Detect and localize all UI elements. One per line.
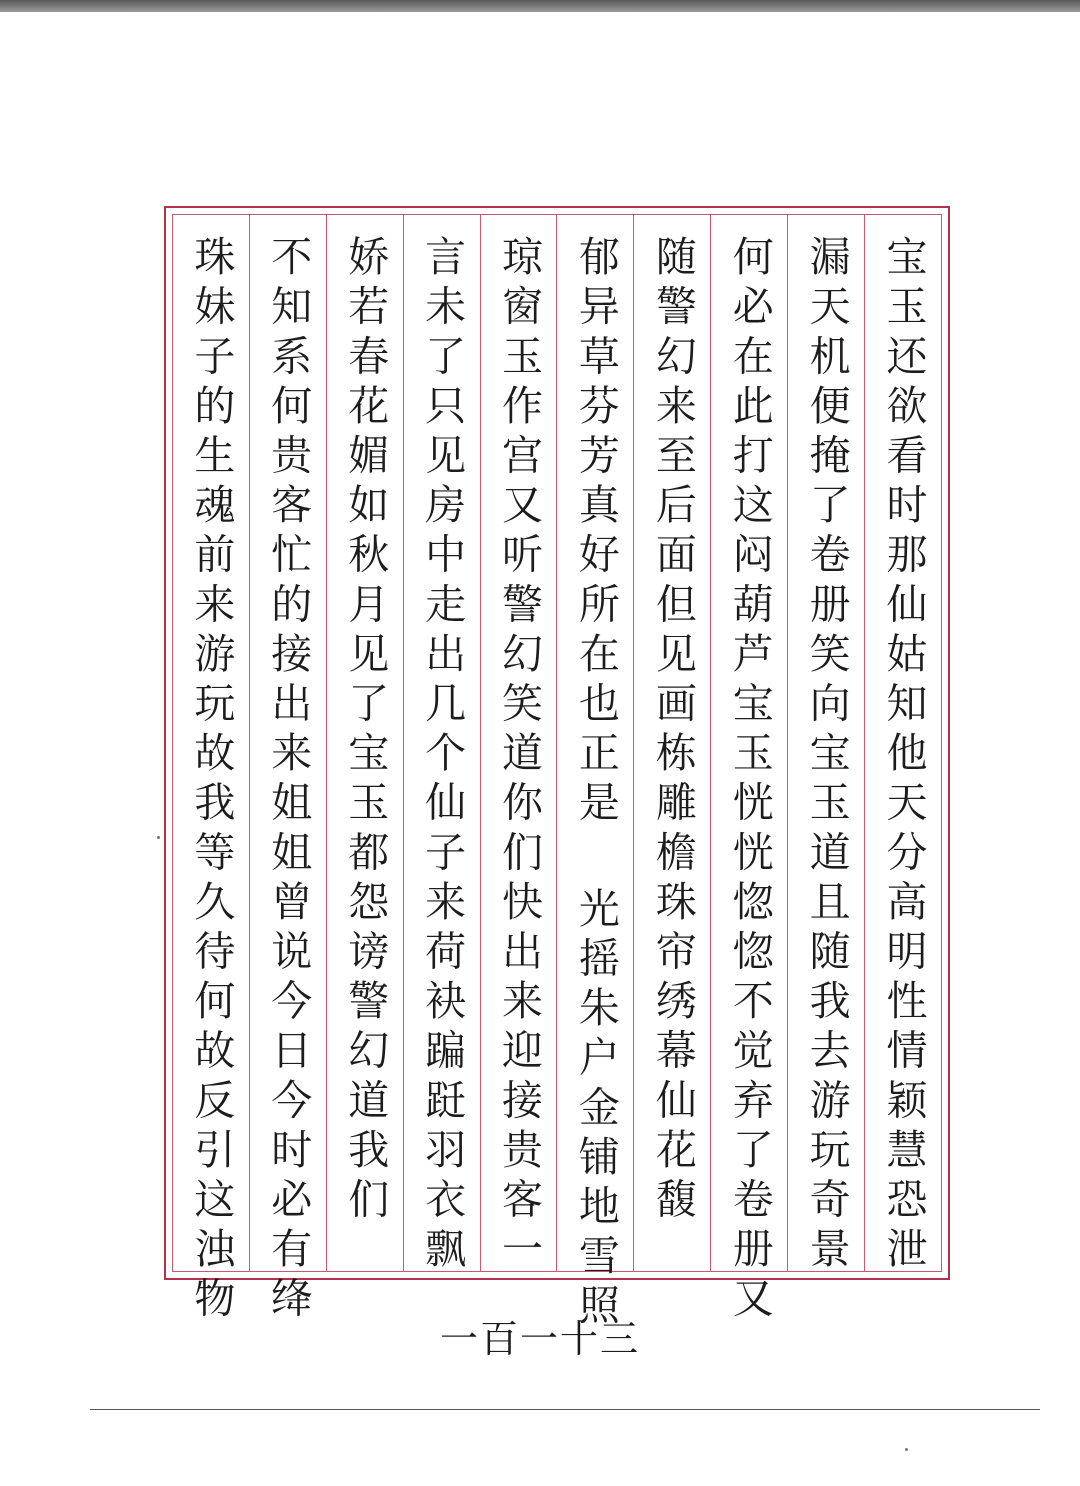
scan-top-edge — [0, 0, 1080, 12]
column-text-2: 漏天机便掩了卷册笑向宝玉道且随我去游玩奇景 — [802, 235, 851, 1277]
scan-bottom-rule — [90, 1409, 1040, 1410]
manuscript-column-8 — [326, 215, 403, 1271]
column-text-3: 何必在此打这闷葫芦宝玉恍恍惚惚不觉弃了卷册又 — [725, 235, 774, 1327]
column-text-7: 言未了只见房中走出几个仙子来荷袂蹁跹羽衣飘 — [418, 235, 467, 1277]
manuscript-column-9 — [249, 215, 326, 1327]
column-text-4: 随警幻来至后面但见画栋雕檐珠帘绣幕仙花馥 — [648, 235, 697, 1227]
manuscript-column-4 — [633, 215, 710, 1271]
column-text-10: 珠妹子的生魂前来游玩故我等久待何故反引这浊物 — [187, 235, 236, 1327]
scan-speck — [157, 836, 160, 839]
manuscript-column-5 — [556, 215, 633, 1334]
column-grid — [172, 214, 942, 1334]
manuscript-grid-sheet — [164, 206, 950, 1334]
column-text-1: 宝玉还欲看时那仙姑知他天分高明性情颖慧恐泄 — [879, 235, 928, 1277]
manuscript-column-10 — [173, 215, 249, 1327]
manuscript-column-7 — [403, 215, 480, 1277]
manuscript-column-3 — [710, 215, 787, 1327]
manuscript-column-1 — [864, 215, 941, 1277]
column-text-9: 不知系何贵客忙的接出来姐姐曾说今日今时必有绛 — [264, 235, 313, 1327]
column-text-8: 娇若春花媚如秋月见了宝玉都怨谤警幻道我们 — [341, 235, 390, 1227]
page-number: 一百一十三 — [439, 1317, 640, 1361]
column-text-6: 琼窗玉作宫又听警幻笑道你们快出来迎接贵客一 — [495, 235, 544, 1277]
column-text-5: 郁异草芬芳真好所在也正是 光摇朱户金铺地雪照 — [571, 235, 620, 1334]
manuscript-column-6 — [480, 215, 557, 1277]
scan-speck — [905, 1448, 908, 1451]
manuscript-column-2 — [787, 215, 864, 1277]
